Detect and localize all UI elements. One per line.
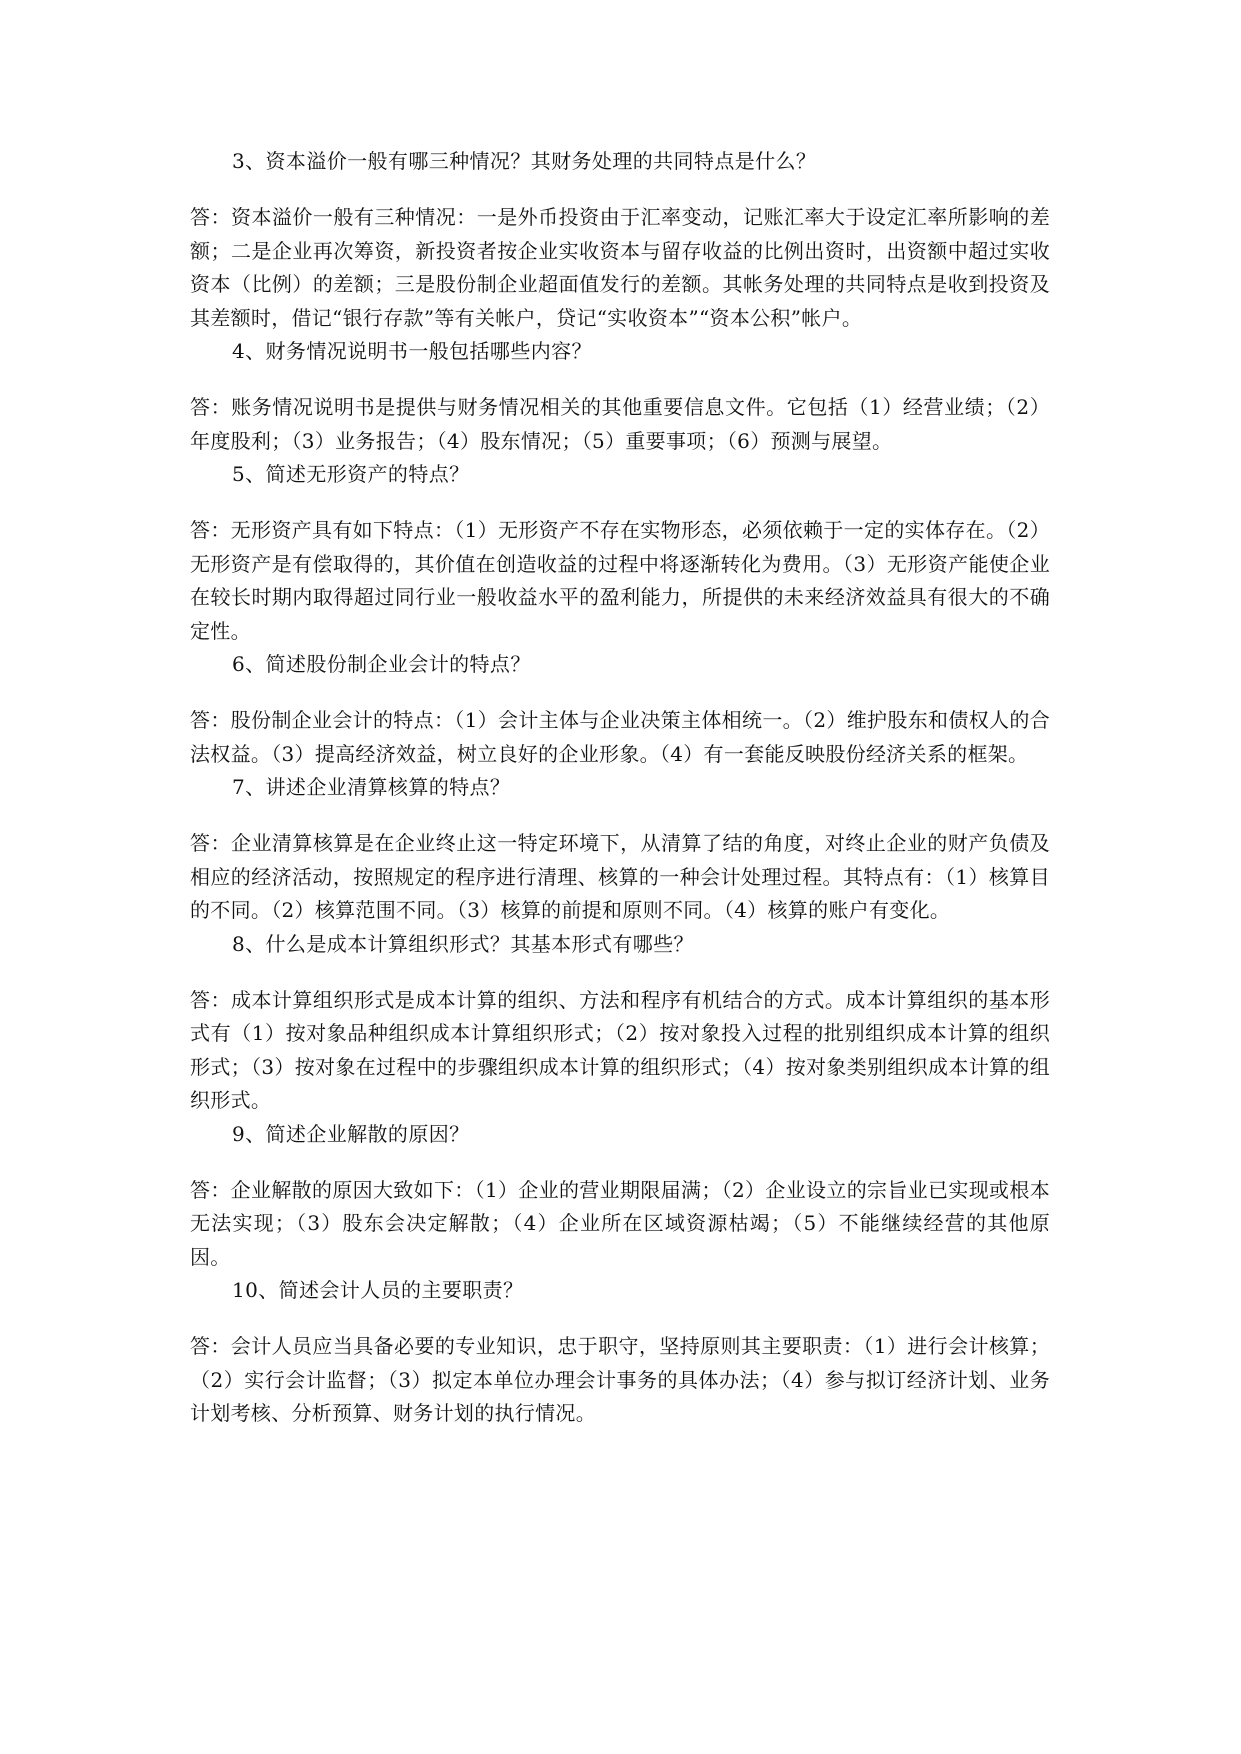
question-10: 10、简述会计人员的主要职责？	[232, 1278, 524, 1302]
answer-10: 答：会计人员应当具备必要的专业知识，忠于职守，坚持原则其主要职责：（1）进行会计核算；（2）实行会计监督；（3）拟定本单位办理会计事务的具体办法；（4）参与拟订经济计划、业务计划考核、分析预算、财务计划的执行情况。	[190, 1334, 1050, 1425]
answer-6: 答：股份制企业会计的特点：（1）会计主体与企业决策主体相统一。（2）维护股东和债权人的合法权益。（3）提高经济效益，树立良好的企业形象。（4）有一套能反映股份经济关系的框架。	[190, 708, 1050, 766]
answer-4: 答：账务情况说明书是提供与财务情况相关的其他重要信息文件。它包括（1）经营业绩；（2）年度股利；（3）业务报告；（4）股东情况；（5）重要事项；（6）预测与展望。	[190, 395, 1050, 453]
question-6: 6、简述股份制企业会计的特点？	[232, 652, 531, 676]
question-8: 8、什么是成本计算组织形式？其基本形式有哪些？	[232, 931, 694, 956]
question-7: 7、讲述企业清算核算的特点？	[232, 775, 511, 799]
qa-item-4	[190, 335, 1050, 458]
qa-item-8	[190, 928, 1050, 1118]
answer-7: 答：企业清算核算是在企业终止这一特定环境下，从清算了结的角度，对终止企业的财产负债及相应的经济活动，按照规定的程序进行清理、核算的一种会计处理过程。其特点有：（1）核算目的不同。（2）核算范围不同。（3）核算的前提和原则不同。（4）核算的账户有变化。	[190, 831, 1050, 922]
qa-item-5	[190, 458, 1050, 648]
answer-5: 答：无形资产具有如下特点：（1）无形资产不存在实物形态，必须依赖于一定的实体存在。（2）无形资产是有偿取得的，其价值在创造收益的过程中将逐渐转化为费用。（3）无形资产能使企业在较长时期内取得超过同行业一般收益水平的盈利能力，所提供的未来经济效益具有很大的不确定性。	[190, 518, 1050, 643]
answer-3: 答：资本溢价一般有三种情况：一是外币投资由于汇率变动，记账汇率大于设定汇率所影响的差额；二是企业再次筹资，新投资者按企业实收资本与留存收益的比例出资时，出资额中超过实收资本（比例）的差额；三是股份制企业超面值发行的差额。其帐务处理的共同特点是收到投资及其差额时，借记“银行存款”等有关帐户，贷记“实收资本”“资本公积”帐户。	[190, 205, 1050, 330]
answer-9: 答：企业解散的原因大致如下：（1）企业的营业期限届满；（2）企业设立的宗旨业已实现或根本无法实现；（3）股东会决定解散；（4）企业所在区域资源枯竭；（5）不能继续经营的其他原因。	[190, 1177, 1050, 1269]
qa-item-6	[190, 648, 1050, 771]
qa-item-9	[190, 1118, 1050, 1275]
qa-item-7	[190, 771, 1050, 928]
question-9: 9、简述企业解散的原因？	[232, 1121, 470, 1146]
question-4: 4、财务情况说明书一般包括哪些内容？	[232, 339, 592, 363]
question-3: 3、资本溢价一般有哪三种情况？其财务处理的共同特点是什么？	[232, 149, 817, 173]
question-5: 5、简述无形资产的特点？	[232, 462, 470, 486]
answer-8: 答：成本计算组织形式是成本计算的组织、方法和程序有机结合的方式。成本计算组织的基本形式有（1）按对象品种组织成本计算组织形式；（2）按对象投入过程的批别组织成本计算的组织形式；（3）按对象在过程中的步骤组织成本计算的组织形式；（4）按对象类别组织成本计算的组织形式。	[190, 987, 1050, 1112]
qa-item-3	[190, 145, 1050, 335]
qa-list	[190, 145, 1050, 1431]
qa-item-10	[190, 1274, 1050, 1431]
